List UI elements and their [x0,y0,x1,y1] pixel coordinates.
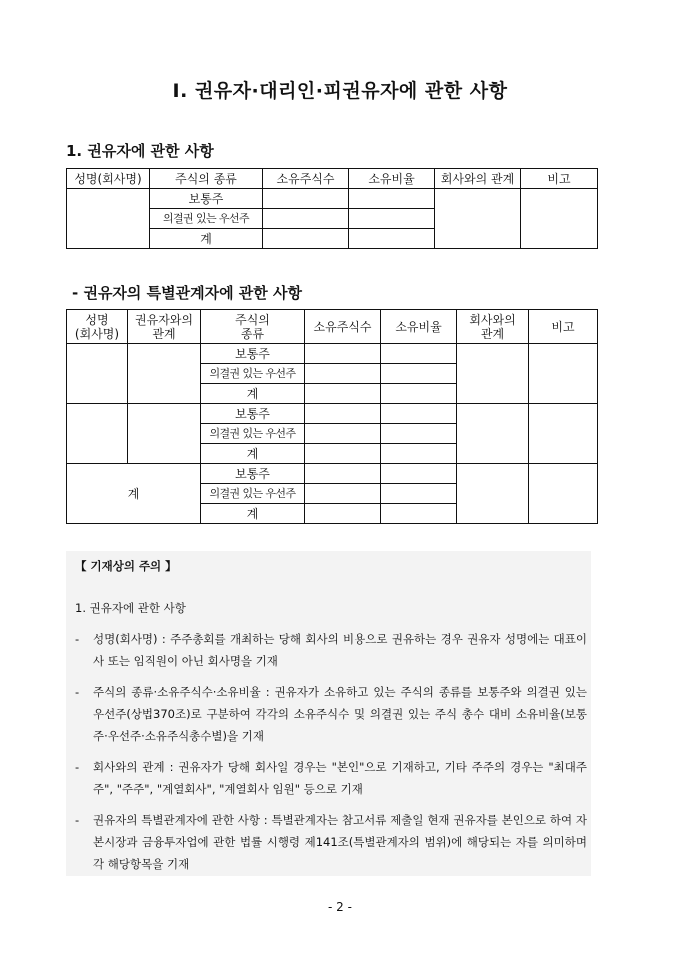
data-cell [381,464,457,484]
name-cell [67,404,128,464]
data-cell [305,364,381,384]
data-cell [305,404,381,424]
stock-type-cell: 보통주 [150,189,263,209]
stock-type-cell: 계 [201,444,305,464]
data-cell [349,189,435,209]
header-cell: 회사와의 관계 [435,169,521,189]
holder-table [66,168,598,249]
data-cell [349,229,435,249]
table-header-row [67,169,598,189]
section1-heading: 1. 권유자에 관한 사항 [66,142,214,160]
table-row [67,189,598,209]
relation-cell [457,344,529,404]
stock-type-cell: 계 [150,229,263,249]
relation-cell [457,464,529,524]
note-item [75,756,587,800]
stock-type-cell: 의결권 있는 우선주 [201,484,305,504]
name-cell [67,189,150,249]
data-cell [263,189,349,209]
header-cell: 주식의 종류 [201,310,305,344]
note-text: 회사와의 관계 : 권유자가 당해 회사일 경우는 "본인"으로 기재하고, 기타 주주의 경우는 "최대주주", "주주", "계열회사", "계열회사 임원" 등으로 기재 [93,760,587,796]
header-cell: 성명(회사명) [67,169,150,189]
table-row [67,344,598,364]
total-label-cell: 계 [67,464,201,524]
stock-type-cell: 보통주 [201,404,305,424]
data-cell [381,424,457,444]
notes-title: 【 기재상의 주의 】 [75,559,177,573]
remarks-cell [529,404,598,464]
data-cell [381,444,457,464]
header-cell: 비고 [521,169,598,189]
data-cell [305,344,381,364]
data-cell [305,424,381,444]
header-cell: 주식의 종류 [150,169,263,189]
name-cell [67,344,128,404]
dash-bullet: - [75,632,80,646]
stock-type-cell: 보통주 [201,464,305,484]
note-text: 주식의 종류·소유주식수·소유비율 : 권유자가 소유하고 있는 주식의 종류를 보통주와 의결권 있는 우선주(상법370조)로 구분하여 각각의 소유주식수 및 의결권 있는 주식 총수 대비 소유비율(보통주·우선주·소유주식총수별)을 기재 [93,685,587,743]
table-header-row [67,310,598,344]
data-cell [381,504,457,524]
note-item [75,809,587,875]
relation-cell [435,189,521,249]
page-number: - 2 - [328,900,352,914]
header-cell: 소유주식수 [263,169,349,189]
stock-type-cell: 계 [201,384,305,404]
data-cell [381,384,457,404]
relation-to-holder-cell [128,404,201,464]
remarks-cell [529,344,598,404]
stock-type-cell: 보통주 [201,344,305,364]
data-cell [381,364,457,384]
data-cell [381,404,457,424]
data-cell [263,209,349,229]
dash-bullet: - [75,813,80,827]
data-cell [305,504,381,524]
header-cell: 소유비율 [381,310,457,344]
notes-box [66,551,591,876]
header-cell: 성명 (회사명) [67,310,128,344]
stock-type-cell: 계 [201,504,305,524]
relation-to-holder-cell [128,344,201,404]
header-cell: 권유자와의 관계 [128,310,201,344]
page-title: Ⅰ. 권유자·대리인·피권유자에 관한 사항 [172,80,508,102]
remarks-cell [521,189,598,249]
header-cell: 소유비율 [349,169,435,189]
stock-type-cell: 의결권 있는 우선주 [201,364,305,384]
table-row [67,464,598,484]
note-item [75,628,587,672]
stock-type-cell: 의결권 있는 우선주 [150,209,263,229]
data-cell [381,344,457,364]
dash-bullet: - [75,760,80,774]
note-text: 성명(회사명) : 주주총회를 개최하는 당해 회사의 비용으로 권유하는 경우 권유자 성명에는 대표이사 또는 임직원이 아닌 회사명을 기재 [93,632,587,668]
remarks-cell [529,464,598,524]
data-cell [381,484,457,504]
data-cell [305,384,381,404]
note-item [75,681,587,747]
relation-cell [457,404,529,464]
data-cell [349,209,435,229]
section2-heading: - 권유자의 특별관계자에 관한 사항 [72,284,302,302]
note-text: 권유자의 특별관계자에 관한 사항 : 특별관계자는 참고서류 제출일 현재 권유자를 본인으로 하여 자본시장과 금융투자업에 관한 법률 시행령 제141조(특별관계자의 범위)에 해당되는 자를 의미하며 각 해당항목을 기재 [93,813,587,871]
notes-subheading: 1. 권유자에 관한 사항 [75,601,186,615]
table-row [67,404,598,424]
stock-type-cell: 의결권 있는 우선주 [201,424,305,444]
data-cell [305,444,381,464]
data-cell [263,229,349,249]
data-cell [305,484,381,504]
dash-bullet: - [75,685,80,699]
related-party-table [66,309,598,524]
header-cell: 비고 [529,310,598,344]
header-cell: 회사와의 관계 [457,310,529,344]
header-cell: 소유주식수 [305,310,381,344]
data-cell [305,464,381,484]
